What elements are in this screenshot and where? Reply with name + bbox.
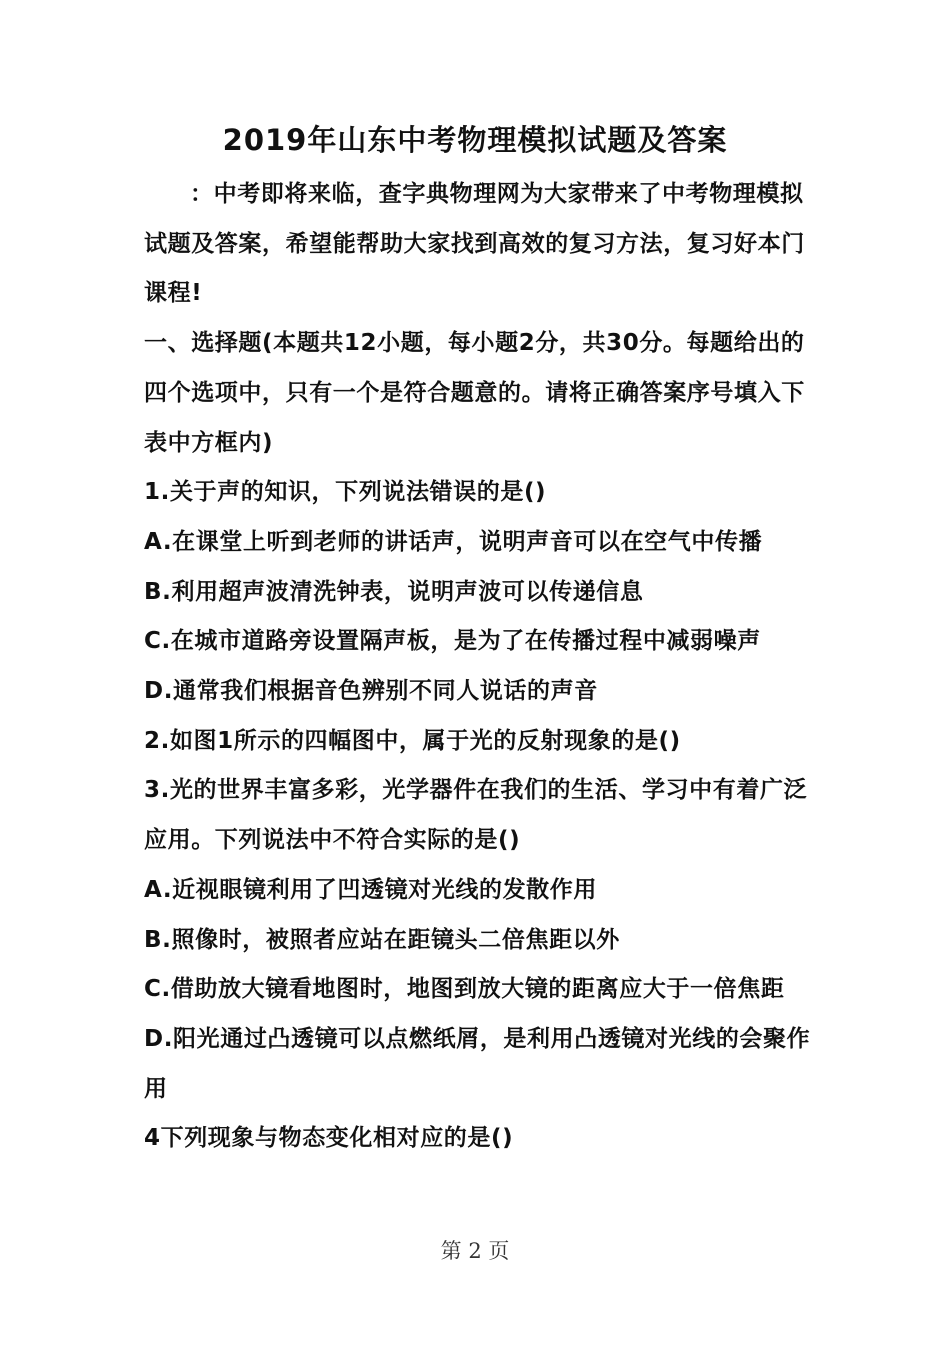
question-1-option-b: B.利用超声波清洗钟表，说明声波可以传递信息 [144,578,644,605]
question-1-option-c: C.在城市道路旁设置隔声板，是为了在传播过程中减弱噪声 [144,628,761,655]
document-title: 2019年山东中考物理模拟试题及答案 [222,123,728,157]
question-1-option-a: A.在课堂上听到老师的讲话声，说明声音可以在空气中传播 [144,528,763,555]
question-3-option-a: A.近视眼镜利用了凹透镜对光线的发散作用 [144,876,597,903]
page-number: 第 2 页 [440,1239,510,1263]
document-body [144,170,812,1164]
question-3-option-d: D.阳光通过凸透镜可以点燃纸屑，是利用凸透镜对光线的会聚作用 [144,1025,811,1102]
question-2: 2.如图1所示的四幅图中，属于光的反射现象的是() [144,727,681,754]
section-heading-choice: 一、选择题(本题共12小题，每小题2分，共30分。每题给出的四个选项中，只有一个是符合题意的。请将正确答案序号填入下表中方框内) [144,330,805,456]
question-3-option-b: B.照像时，被照者应站在距镜头二倍焦距以外 [144,926,620,953]
question-3: 3.光的世界丰富多彩，光学器件在我们的生活、学习中有着广泛应用。下列说法中不符合实际的是() [144,777,808,854]
question-4: 4下列现象与物态变化相对应的是() [144,1125,514,1152]
question-1: 1.关于声的知识，下列说法错误的是() [144,479,547,506]
question-3-option-c: C.借助放大镜看地图时，地图到放大镜的距离应大于一倍焦距 [144,976,785,1003]
question-1-option-d: D.通常我们根据音色辨别不同人说话的声音 [144,678,598,705]
intro-paragraph: ：中考即将来临，查字典物理网为大家带来了中考物理模拟试题及答案，希望能帮助大家找到高效的复习方法，复习好本门课程! [144,181,805,307]
